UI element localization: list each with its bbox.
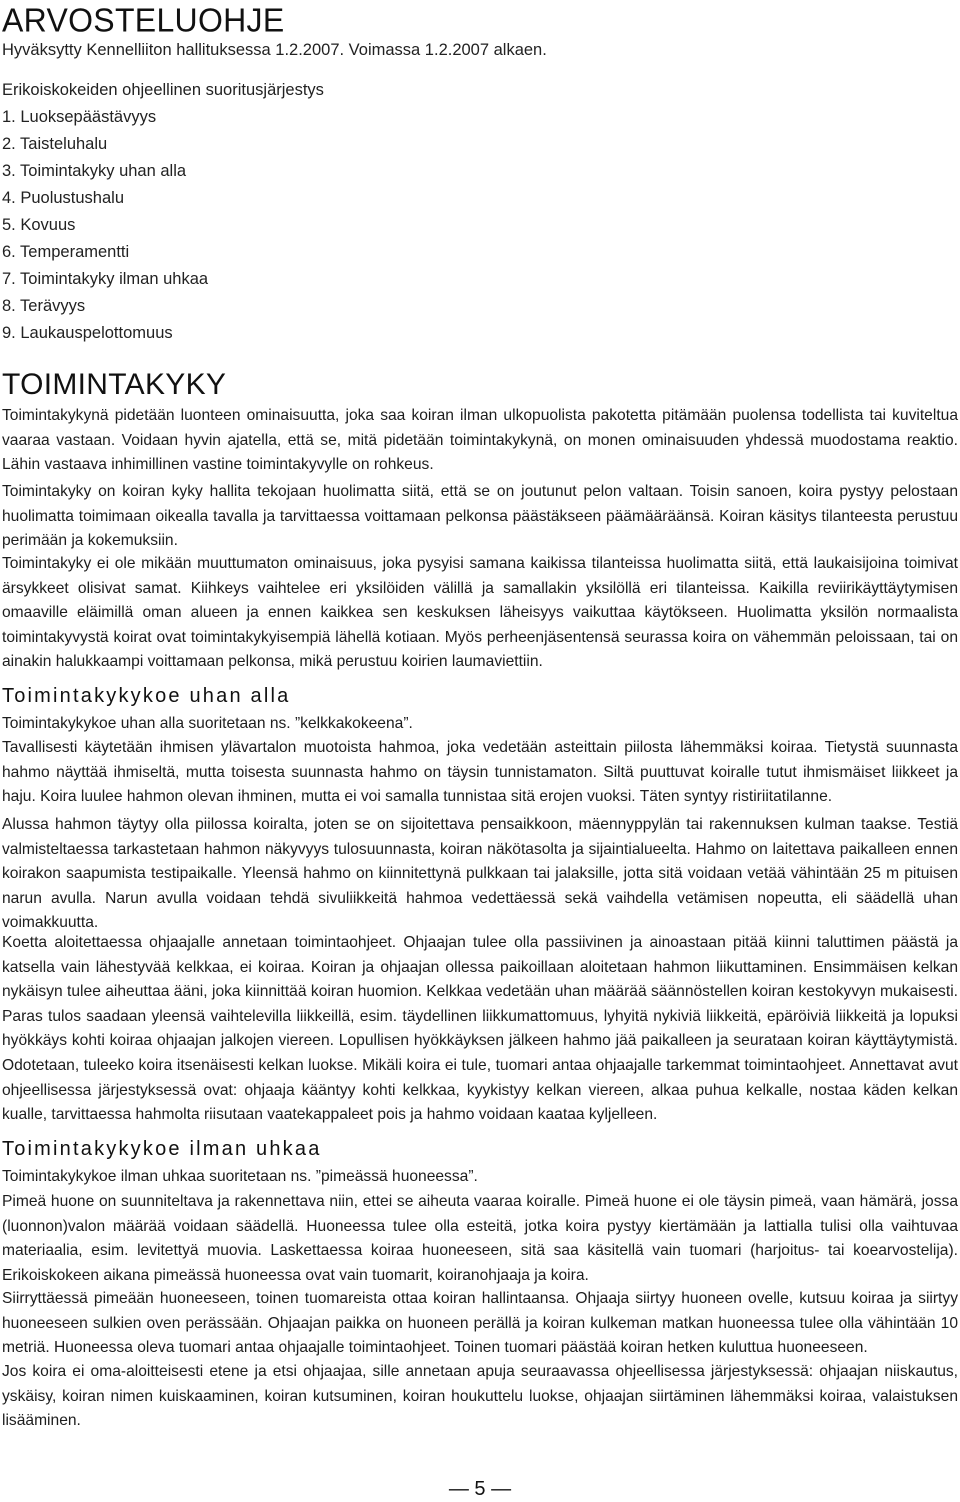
sub2-paragraph-4: Jos koira ei oma-aloitteisesti etene ja etsi ohjaajaa, sille annetaan apuja seuraavassa ohjeellisessa järjestyksessä: ohjaajan niiskautus, yskäisy, koiran nimen kuiskaaminen, koiran kutsuminen, koiran houkuttelu luokse, ohjaajan siirtäminen lähemmäksi koiraa, valaistuksen lisääminen.: [2, 1363, 958, 1430]
section-paragraph-3: Toimintakyky ei ole mikään muuttumaton ominaisuus, joka pysyisi samana kaikissa tilanteissa huolimatta siitä, että laukaisijoina toimivat ärsykkeet olisivat samat. Kiihkeys vaihtelee eri yksilöiden välillä ja samallakin yksilöllä eri tilanteissa. Kaikilla reviirikäyttäytymisen omaaville eläimillä oman alueen ja ennen kaikkea sen keskuksen läheisyys vaikuttaa käytökseen. Huolimatta yksilön normaalista toimintakyvystä koirat ovat toimintakykyisempiä lähellä kotiaan. Myös perheenjäsentensä seurassa koira on vähemmän peloissaan, tai on ainakin halukkaampi voittamaan pelkonsa, mikä perustuu koirien laumaviettiin.: [2, 555, 958, 671]
section-heading: TOIMINTAKYKY: [2, 368, 227, 401]
sub2-paragraph-3: Siirryttäessä pimeään huoneeseen, toinen tuomareista ottaa koiran hallintaansa. Ohjaaja siirtyy huoneen ovelle, kutsuu koiraa ja siirtyy huoneeseen sulkien oven perässään. Ohjaajan paikka on huoneen perällä ja koiran kulkeman matkan huoneessa tulee olla vähintään 10 metriä. Huoneessa oleva tuomari antaa ohjaajalle toimintaohjeet. Toinen tuomari päästää koiran hetken kuluttua huoneeseen.: [2, 1290, 958, 1357]
section-paragraph-1: Toimintakykynä pidetään luonteen ominaisuutta, joka saa koiran ilman ulkopuolista pakotetta pitämään puolensa todellista tai kuviteltua vaaraa vastaan. Voidaan hyvin ajatella, että se, mitä pidetään toimintakykynä, on monen ominaisuuden yhdessä muodostama reaktio. Lähin vastaava inhimillinen vastine toimintakyvylle on rohkeus.: [2, 407, 958, 474]
sub1-paragraph-3: Alussa hahmon täytyy olla piilossa koiralta, joten se on sijoitettava pensaikkoon, mäennyppylän tai rakennuksen kulman taakse. Testiä valmisteltaessa tarkastetaan hahmon näkyvyys tulosuunnasta, koiran näkötasolta ja sijaintialueelta. Hahmo on laitettava paikalleen ennen koirakon saapumista testipaikalle. Yleensä hahmo on kiinnitettynä pulkkaan tai jalaksille, jotta sitä voidaan vetää vähintään 25 m pituisen narun avulla. Narun avulla voidaan tehdä sivuliikkeitä hahmoa vedettäessä sekä vaihdella vetämisen nopeutta, eli säädellä uhan voimakkuutta.: [2, 816, 958, 932]
list-item: 2. Taisteluhalu: [2, 135, 108, 153]
list-item: 8. Terävyys: [2, 297, 86, 315]
list-item: 4. Puolustushalu: [2, 189, 125, 207]
order-list: [2, 107, 208, 350]
document-title: ARVOSTELUOHJE: [2, 0, 285, 39]
subsection-heading-threat: Toimintakykykoe uhan alla: [2, 685, 291, 707]
list-item: 1. Luoksepäästävyys: [2, 108, 157, 126]
list-item: 7. Toimintakyky ilman uhkaa: [2, 270, 209, 288]
section-paragraph-2: Toimintakyky on koiran kyky hallita tekojaan huolimatta siitä, että se on joutunut pelon valtaan. Toisin sanoen, koira pystyy pelostaan huolimatta toimimaan oikealla tavalla ja tarvittaessa voittamaan pelkonsa päästäkseen päämääräänsä. Koiran käsitys tilanteesta perustuu perimään ja kokemuksiin.: [2, 483, 958, 550]
sub2-paragraph-2: Pimeä huone on suunniteltava ja rakennettava niin, ettei se aiheuta vaaraa koiralle. Pimeä huone ei ole täysin pimeä, vaan hämärä, jossa (luonnon)valon määrää voidaan säädellä. Huoneessa tulee olla esteitä, jotka koira pystyy kiertämään ja lattialla tulisi olla vaihtuvaa materiaalia, esim. levitettyä muovia. Laskettaessa koiraa huoneeseen, sitä saa käsitellä vain tuomari (harjoitus- tai koearvostelija). Erikoiskokeen aikana pimeässä huoneessa ovat vain tuomarit, koiranohjaaja ja koira.: [2, 1193, 958, 1284]
list-item: 5. Kovuus: [2, 216, 76, 234]
page-number: — 5 —: [448, 1478, 512, 1500]
sub1-paragraph-1: Toimintakykykoe uhan alla suoritetaan ns. ”kelkkakokeena”.: [2, 715, 413, 732]
approval-note: Hyväksytty Kennelliiton hallituksessa 1.2.2007. Voimassa 1.2.2007 alkaen.: [2, 41, 547, 59]
sub1-paragraph-2: Tavallisesti käytetään ihmisen ylävartalon muotoista hahmoa, joka vedetään asteittain piilosta lähemmäksi koiraa. Tietystä suunnasta hahmo näyttää ihmiseltä, mutta toisesta suunnasta hahmo on täysin tunnistamaton. Siltä puuttuvat koiralle tutut ihmismäiset liikkeet ja haju. Koira luulee hahmon olevan ihminen, mutta ei voi samalla tunnistaa sitä erojen vuoksi. Täten syntyy ristiriitatilanne.: [2, 739, 958, 806]
order-list-title: Erikoiskokeiden ohjeellinen suoritusjärjestys: [2, 81, 324, 99]
sub2-paragraph-1: Toimintakykykoe ilman uhkaa suoritetaan ns. ”pimeässä huoneessa”.: [2, 1168, 478, 1185]
list-item: 3. Toimintakyky uhan alla: [2, 162, 187, 180]
subsection-heading-no-threat: Toimintakykykoe ilman uhkaa: [2, 1138, 322, 1160]
sub1-paragraph-4: Koetta aloitettaessa ohjaajalle annetaan toimintaohjeet. Ohjaajan tulee olla passiivinen ja ainoastaan pitää kiinni taluttimen päästä ja katsella vain lähestyvää kelkkaa, ei koiraa. Koiran ja ohjaajan ollessa paikoillaan aloitetaan hahmon liikuttaminen. Ensimmäisen kelkan nykäisyn tulee aiheuttaa ääni, joka kiinnittää koiran huomion. Kelkkaa vedetään uhan määrää säännöstellen koiran kestokyvyn mukaisesti. Paras tulos saadaan yleensä vaihtelevilla liikkeillä, esim. täydellinen liikkumattomuus, lyhyitä nykiviä liikkeitä, epäröiviä liikkeitä ja lopuksi hyökkäys kohti koiraa ohjaajan jalkojen viereen. Lopullisen hyökkäyksen jälkeen hahmo jää paikalleen ja seurataan koiran käyttäytymistä. Odotetaan, tuleeko koira itsenäisesti kelkan luokse. Mikäli koira ei tule, tuomari antaa ohjaajalle tarkemmat toimintaohjeet. Annettavat avut ohjeellisessa järjestyksessä ovat: ohjaaja kääntyy kohti kelkkaa, kyykistyy kelkan viereen, alkaa puhua kelkalle, nostaa käden kelkan kualle, tarvittaessa hahmolta riisutaan vaatekappaleet pois ja hahmo voidaan kaataa kyljelleen.: [2, 934, 958, 1124]
list-item: 9. Laukauspelottomuus: [2, 324, 173, 342]
list-item: 6. Temperamentti: [2, 243, 130, 261]
